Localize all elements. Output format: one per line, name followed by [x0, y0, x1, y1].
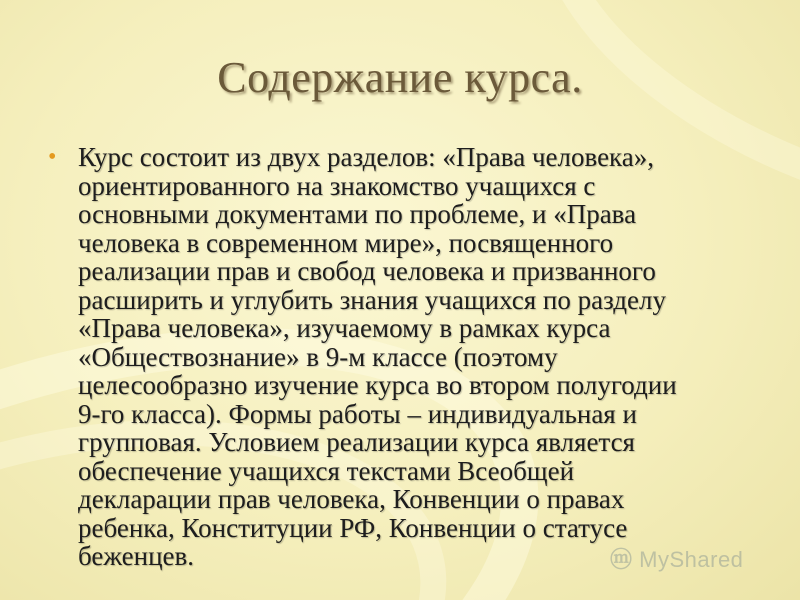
paragraph-line: ребенка, Конституции РФ, Конвенции о статусе — [78, 512, 628, 543]
paragraph-line: основными документами по проблеме, и «Права — [78, 199, 637, 229]
paragraph-line: Курс состоит из двух разделов: «Права человека», — [78, 142, 654, 172]
slide-content — [48, 143, 768, 571]
paragraph-line: целесообразно изучение курса во втором полугодии — [78, 370, 677, 400]
paragraph — [78, 143, 768, 571]
paragraph-line: групповая. Условием реализации курса является — [78, 427, 635, 457]
paragraph-line: расширить и углубить знания учащихся по разделу — [78, 284, 666, 315]
paragraph-line: человека в современном мире», посвященного — [78, 227, 614, 258]
paragraph-line: «Права человека», изучаемому в рамках курса — [78, 313, 611, 343]
watermark — [610, 543, 743, 574]
bullet-item — [48, 143, 768, 571]
paragraph-line: беженцев. — [78, 541, 195, 571]
paragraph-line: реализации прав и свобод человека и призванного — [78, 256, 656, 286]
myshared-logo-icon: ⓜ — [610, 547, 633, 572]
bullet-icon: • — [48, 144, 57, 170]
paragraph-line: обеспечение учащихся текстами Всеобщей — [78, 455, 575, 486]
paragraph-line: «Обществознание» в 9-м классе (поэтому — [78, 341, 558, 372]
paragraph-line: ориентированного на знакомство учащихся с — [78, 170, 596, 201]
paragraph-line: декларации прав человека, Конвенции о правах — [78, 484, 625, 514]
slide-title: Содержание курса. — [217, 53, 583, 102]
paragraph-line: 9-го класса). Формы работы – индивидуальная и — [78, 398, 637, 429]
watermark-text: MyShared — [639, 547, 744, 572]
